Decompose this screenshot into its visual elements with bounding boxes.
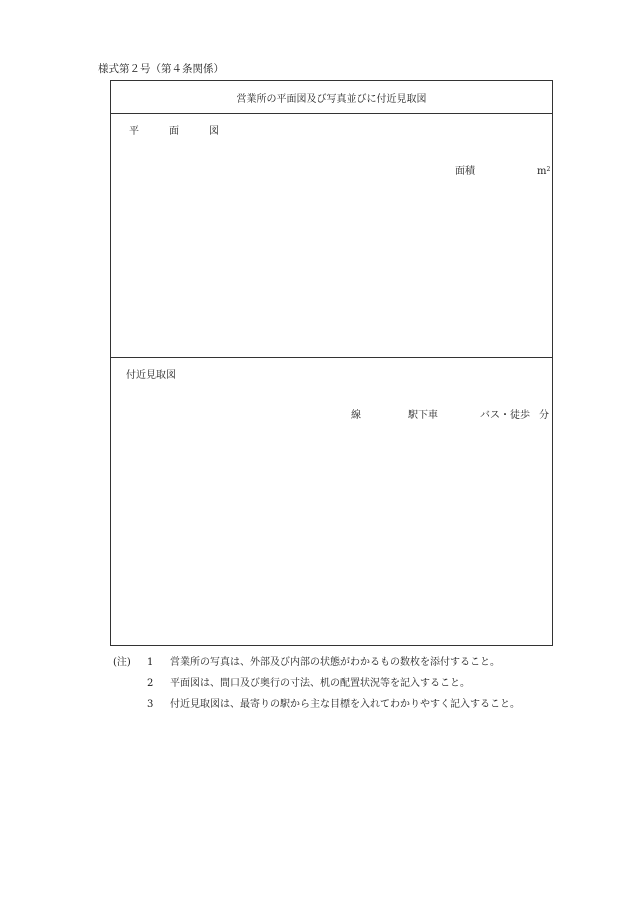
area-label: 面積 bbox=[455, 166, 475, 177]
nearby-map-label: 付近見取図 bbox=[126, 370, 176, 381]
minutes-suffix-label: 分 bbox=[539, 410, 549, 421]
notes-prefix: (注) bbox=[113, 657, 131, 668]
area-unit-base: m bbox=[537, 166, 547, 177]
section-divider bbox=[111, 357, 552, 358]
line-suffix-label: 線 bbox=[351, 410, 361, 421]
note-text: 付近見取図は、最寄りの駅から主な目標を入れてわかりやすく記入すること。 bbox=[170, 699, 520, 710]
form-number-label: 様式第２号（第４条関係） bbox=[98, 63, 224, 75]
form-box bbox=[110, 80, 553, 646]
title-row bbox=[111, 81, 552, 114]
note-text: 平面図は、間口及び奥行の寸法、机の配置状況等を記入すること。 bbox=[170, 678, 470, 689]
floor-plan-label: 平 面 図 bbox=[129, 126, 229, 137]
note-text: 営業所の写真は、外部及び内部の状態がわかるもの数枚を添付すること。 bbox=[170, 657, 500, 668]
note-number: 3 bbox=[147, 699, 154, 710]
bus-walk-label: バス・徒歩 bbox=[480, 410, 530, 421]
station-suffix-label: 駅下車 bbox=[408, 410, 438, 421]
area-unit-exponent: 2 bbox=[546, 166, 551, 173]
note-number: 1 bbox=[147, 657, 154, 668]
area-unit bbox=[537, 167, 550, 177]
note-number: 2 bbox=[147, 678, 154, 689]
form-title: 営業所の平面図及び写真並びに付近見取図 bbox=[236, 93, 427, 105]
